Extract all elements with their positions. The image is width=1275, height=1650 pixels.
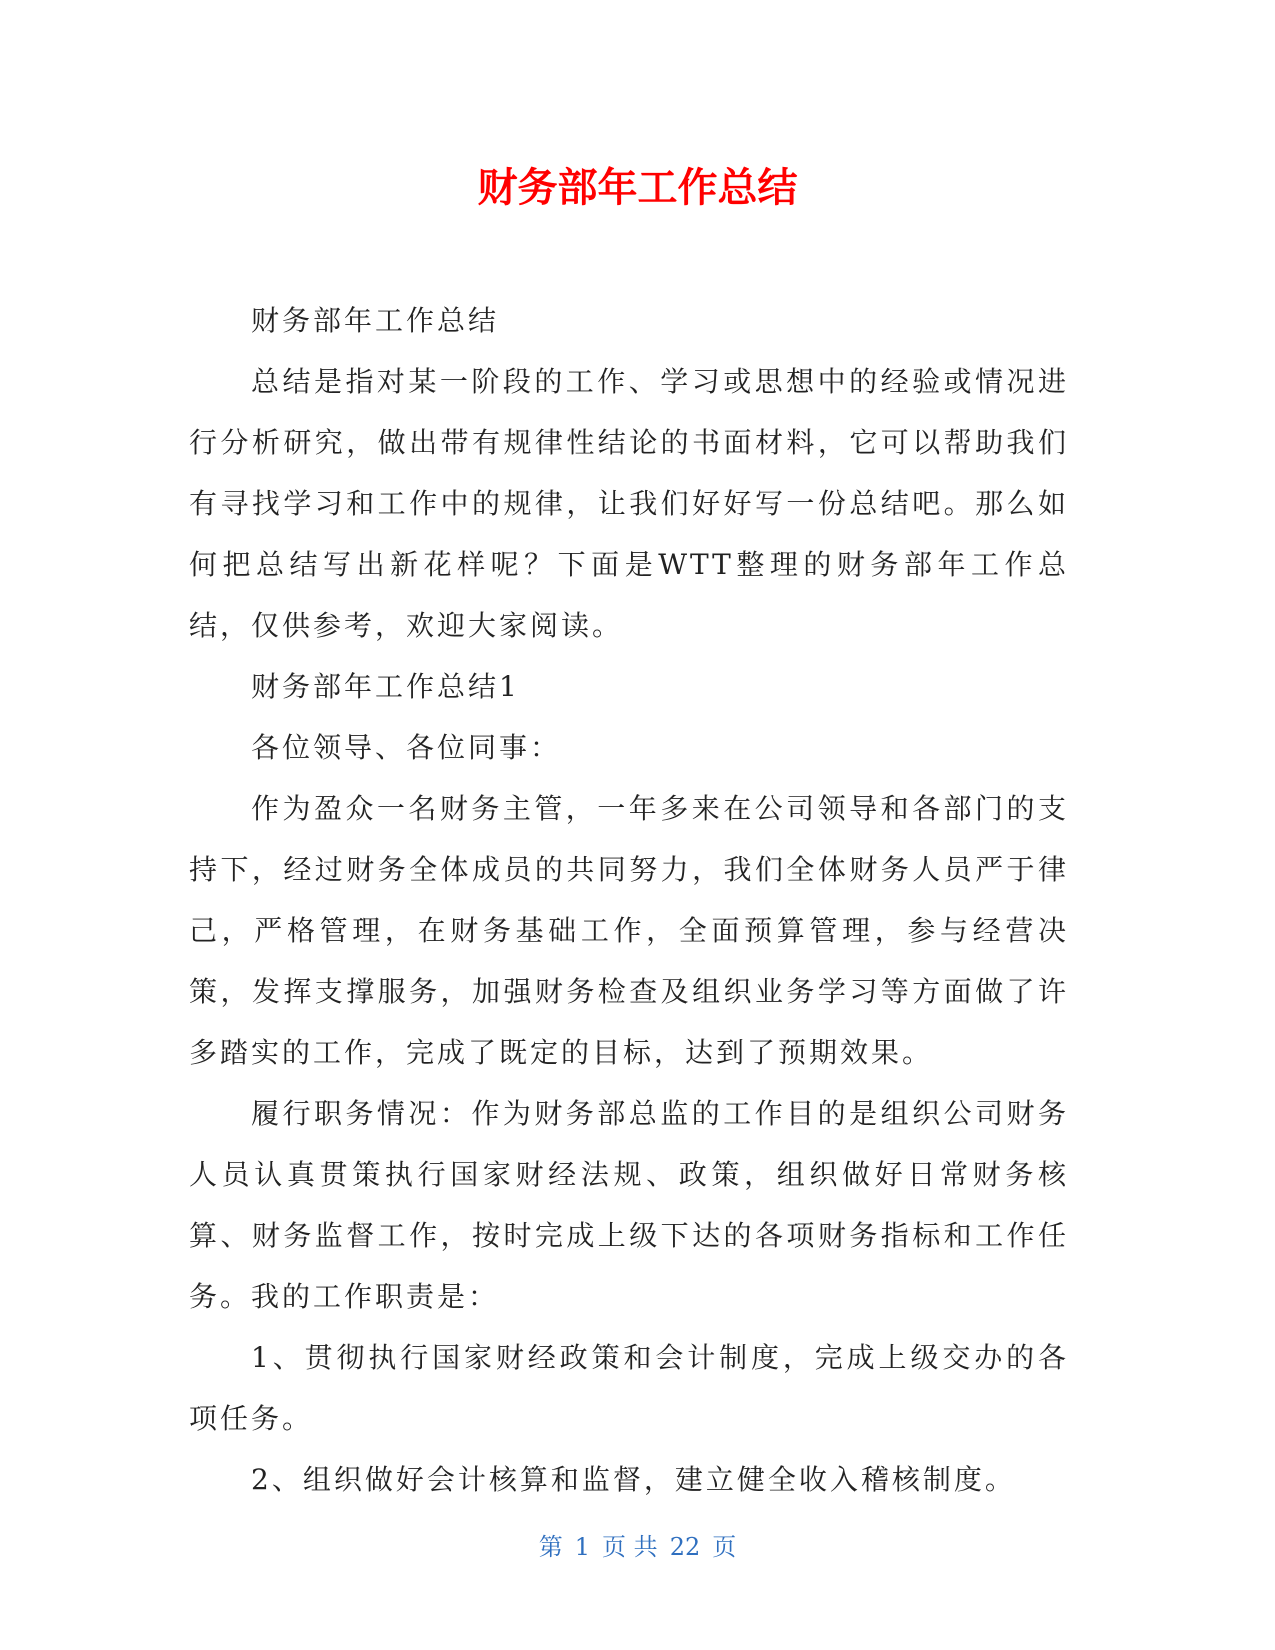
paragraph-duties: 履行职务情况：作为财务部总监的工作目的是组织公司财务人员认真贯策执行国家财经法规、政策，组织做好日常财务核算、财务监督工作，按时完成上级下达的各项财务指标和工作任务。我的工作职责是： [189, 1097, 1069, 1313]
footer-prefix: 第 [538, 1533, 563, 1561]
document-title: 财务部年工作总结 [477, 165, 798, 211]
footer-total-pages: 22 [669, 1533, 701, 1561]
footer-middle: 页 共 [602, 1533, 658, 1561]
paragraph-overview: 作为盈众一名财务主管，一年多来在公司领导和各部门的支持下，经过财务全体成员的共同努力，我们全体财务人员严于律己，严格管理，在财务基础工作，全面预算管理，参与经营决策，发挥支撑服务，加强财务检查及组织业务学习等方面做了许多踏实的工作，完成了既定的目标，达到了预期效果。 [189, 792, 1069, 1069]
paragraph-intro: 总结是指对某一阶段的工作、学习或思想中的经验或情况进行分析研究，做出带有规律性结论的书面材料，它可以帮助我们有寻找学习和工作中的规律，让我们好好写一份总结吧。那么如何把总结写出新花样呢？下面是WTT整理的财务部年工作总结，仅供参考，欢迎大家阅读。 [189, 365, 1069, 642]
document-body [189, 290, 1069, 1510]
paragraph-item-1: 1、贯彻执行国家财经政策和会计制度，完成上级交办的各项任务。 [189, 1341, 1069, 1435]
page-footer [0, 1530, 1275, 1564]
footer-suffix: 页 [712, 1533, 737, 1561]
footer-current-page: 1 [574, 1533, 591, 1561]
paragraph-greeting: 各位领导、各位同事： [251, 731, 562, 764]
paragraph-section-title: 财务部年工作总结1 [251, 670, 520, 703]
paragraph-item-2: 2、组织做好会计核算和监督，建立健全收入稽核制度。 [251, 1463, 1016, 1496]
paragraph-heading: 财务部年工作总结 [251, 304, 500, 337]
